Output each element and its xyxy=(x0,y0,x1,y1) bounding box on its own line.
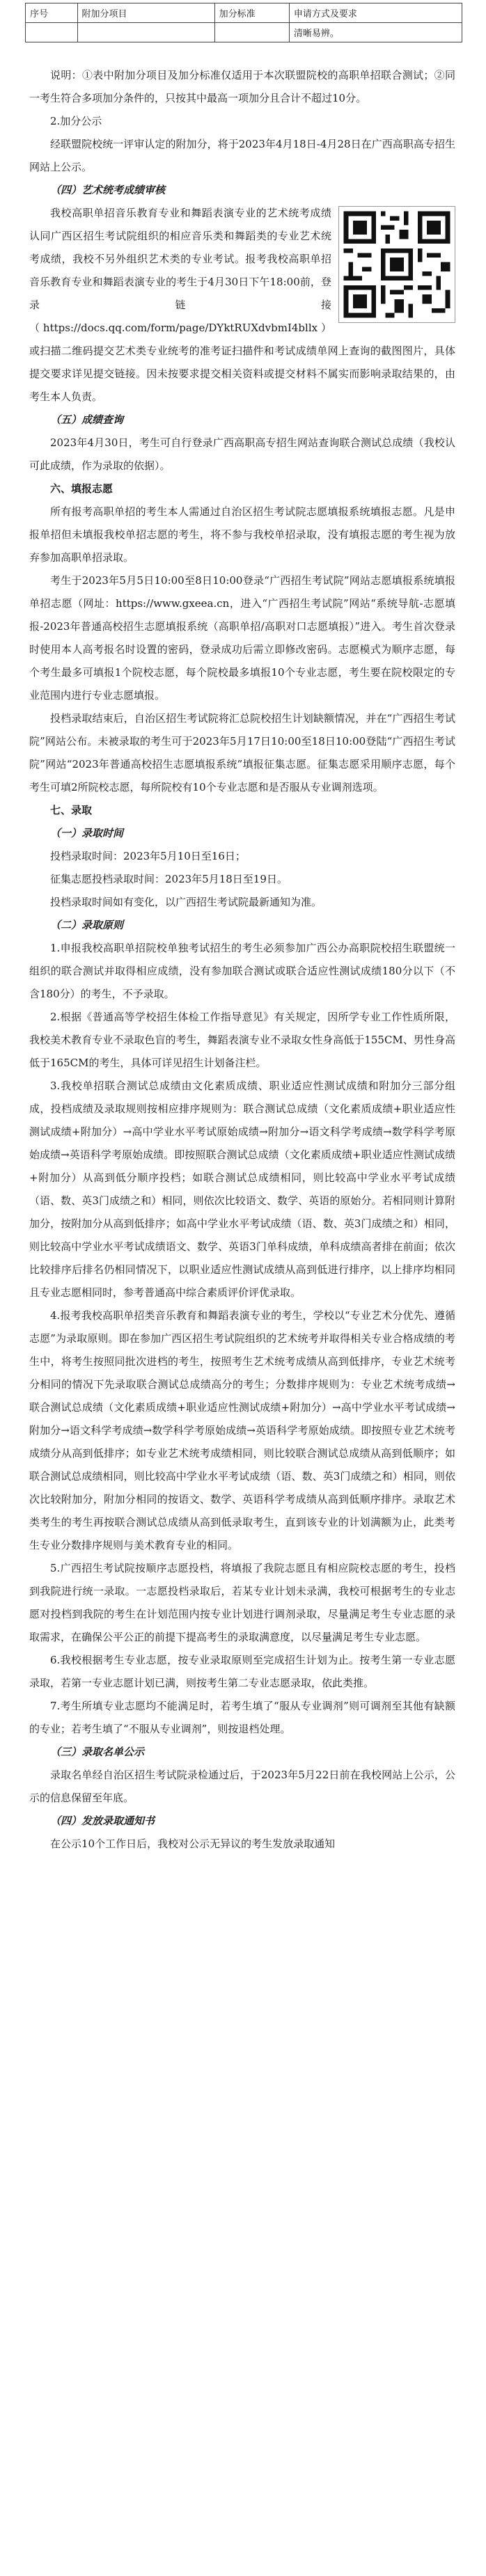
table-header-cell: 序号 xyxy=(26,3,78,23)
bonus-points-table xyxy=(25,3,462,42)
section-heading: （五）成绩查询 xyxy=(50,413,124,426)
section-heading: （四）艺术统考成绩审核 xyxy=(50,184,166,196)
art-exam-block xyxy=(29,202,455,409)
paragraph: 投档录取结束后，自治区招生考试院将汇总院校招生计划缺额情况，并在“广西招生考试院”网站公布。未被录取的考生可于2023年5月17日10:00至18日10:00登陆“广西招生考试院”网站“2023年普通高校招生志愿填报系统”填报征集志愿。征集志愿采用顺序志愿，每个考生可填2所院校志愿，每所院校有10个专业志愿和是否服从专业调剂选项。 xyxy=(29,712,455,793)
paragraph: 1.申报我校高职单招院校单独考试招生的考生必须参加广西公办高职院校招生联盟统一组织的联合测试并取得相应成绩，没有参加联合测试或联合适应性测试成绩180分以下（不含180分）的考生，不予录取。 xyxy=(29,942,455,1000)
subsection-heading: （二）录取原则 xyxy=(50,919,124,931)
table-header-cell: 加分标准 xyxy=(214,3,289,23)
table-header-cell: 申请方式及要求 xyxy=(289,3,462,23)
paragraph: 所有报考高职单招的考生本人需通过自治区招生考试院志愿填报系统填报志愿。凡是申报单招但未填报我校单招志愿的考生，将不参与我校单招录取，没有填报志愿的考生视为放弃参加高职单招录取。 xyxy=(29,505,455,564)
subsection-heading: （三）录取名单公示 xyxy=(50,1746,145,1758)
table-row xyxy=(26,23,462,42)
paragraph: 6.我校根据考生专业志愿，按专业录取原则至完成招生计划为止。按考生第一专业志愿录取，若第一专业志愿计划已满，则按考生第二专业志愿录取，依此类推。 xyxy=(29,1654,455,1689)
table-cell xyxy=(214,23,289,42)
section-heading: 六、填报志愿 xyxy=(50,482,113,495)
paragraph: 征集志愿投档录取时间：2023年5月18日至19日。 xyxy=(50,873,288,885)
subsection-heading: （一）录取时间 xyxy=(50,827,124,839)
paragraph: 4.报考我校高职单招类音乐教育和舞蹈表演专业的考生，学校以“专业艺术分优先、遵循志愿”为录取原则。即在参加广西区招生考试院组织的艺术统考并取得相关专业合格成绩的考生中，将考生按照同批次进档的考生，按照考生艺术统考成绩从高到低排序，专业艺术统考分相同的情况下先录取联合测试总成绩高分的考生；分数排序规则为：专业艺术统考成绩→联合测试总成绩（文化素质成绩+职业适应性测试成绩+附加分）→高中学业水平考试成绩→附加分→语文科学考成绩→数学科学考原始成绩→英语科学考原始成绩。即按照专业艺术统考成绩分从高到低排序；如专业艺术统考成绩相同，则比较联合测试总成绩从高到低顺序；如联合测试总成绩相同，则比较高中学业水平考试成绩（语、数、英3门成绩之和）相同，则依次比较附加分，附加分相同的按语文、数学、英语科学考成绩从高到低顺序排序。录取艺术类考生的考生再按联合测试总成绩从高到低录取考生，直到该专业的计划满额为止，此类考生专业分数排序规则与美术教育专业的相同。 xyxy=(29,1309,455,1551)
qr-code-icon[interactable] xyxy=(338,206,455,323)
paragraph: 2.根据《普通高等学校招生体检工作指导意见》有关规定，因所学专业工作性质所限，我校美术教育专业不录取色盲的考生，舞蹈表演专业不录取女性身高低于155CM、男性身高低于165CM的考生，具体可详见招生计划备注栏。 xyxy=(29,1011,455,1069)
section-heading: 2.加分公示 xyxy=(50,115,102,127)
table-header-row xyxy=(26,3,462,23)
table-note: 说明：①表中附加分项目及加分标准仅适用于本次联盟院校的高职单招联合测试；②同一考生符合多项加分条件的，只按其中最高一项加分且合计不超过10分。 xyxy=(29,69,455,104)
document-body xyxy=(29,64,455,1856)
subsection-heading: （四）发放录取通知书 xyxy=(50,1815,155,1827)
paragraph: 考生于2023年5月5日10:00至8日10:00登录“广西招生考试院”网站志愿填报系统填报单招志愿（网址：https://www.gxeea.cn，进入“广西招生考试院”网站“系统导航-志愿填报-2023年普通高校招生志愿填报系统（高职单招/高职对口志愿填报）”进入。考生首次登录时使用本人高考报名时设置的密码，登录成功后需立即修改密码。志愿模式为顺序志愿，每个考生最多可填报1个院校志愿，每个院校最多填报10个专业志愿，考生要在院校限定的专业范围内进行专业志愿填报。 xyxy=(29,574,455,702)
paragraph: 经联盟院校统一评审认定的附加分，将于2023年4月18日-4月28日在广西高职高专招生网站上公示。 xyxy=(29,138,455,173)
section-heading: 七、录取 xyxy=(50,804,93,816)
table-header-cell: 附加分项目 xyxy=(77,3,214,23)
table-cell xyxy=(77,23,214,42)
paragraph: 投档录取时间：2023年5月10日至16日； xyxy=(50,850,246,862)
paragraph: 我校高职单招音乐教育专业和舞蹈表演专业的艺术统考成绩认同广西区招生考试院组织的相应音乐类和舞蹈类的专业艺术统考成绩，我校不另外组织艺术类的专业考试。报考我校高职单招音乐教育专业和舞蹈表演专业的考生于4月30日下午18:00前，登录链接（https://docs.qq.com/form/page/DYktRUXdvbmI4bllx）或扫描二维码提交艺术类专业统考的准考证扫描件和考试成绩单网上查询的截图图片，具体提交要求详见提交链接。因未按要求提交相关资料或提交材料不属实而影响录取结果的，由考生本人负责。 xyxy=(29,207,455,403)
paragraph: 2023年4月30日，考生可自行登录广西高职高专招生网站查询联合测试总成绩（我校认可此成绩，作为录取的依据）。 xyxy=(29,436,455,472)
table-cell xyxy=(26,23,78,42)
paragraph: 7.考生所填专业志愿均不能满足时，若考生填了“服从专业调剂”则可调剂至其他有缺额的专业；若考生填了“不服从专业调剂”，则按退档处理。 xyxy=(29,1700,455,1735)
paragraph: 3.我校单招联合测试总成绩由文化素质成绩、职业适应性测试成绩和附加分三部分组成，投档成绩及录取规则按相应排序规则为：联合测试总成绩（文化素质成绩+职业适应性测试成绩+附加分）→高中学业水平考试原始成绩→附加分→语文科学考成绩→数学科学考原始成绩→英语科学考原始成绩。即按照联合测试总成绩（文化素质成绩+职业适应性测试成绩+附加分）从高到低分顺序投档；如联合测试总成绩相同，则比较高中学业水平考试成绩（语、数、英3门成绩之和）相同，则依次比较语文、数学、英语的原始分。若相同则计算附加分，按附加分从高到低排序；如高中学业水平考试成绩（语、数、英3门成绩之和）相同，则比较高中学业水平考试成绩语文、数学、英语3门单科成绩，单科成绩高者排在前面；依次比较排序后排名仍相同情况下，以职业适应性测试成绩从高到低进行排序，以上排序均相同且专业志愿相同时，参考普通高中综合素质评价评优录取。 xyxy=(29,1080,455,1299)
paragraph: 5.广西招生考试院按顺序志愿投档，将填报了我院志愿且有相应院校志愿的考生，投档到我院进行统一录取。一志愿投档录取后，若某专业计划未录满，我校可根据考生的专业志愿对投档到我院的考生在计划范围内按专业计划进行调剂录取，尽量满足考生专业志愿的录取需求，在确保公平公正的前提下提高考生的录取满意度，以尽量满足考生专业志愿。 xyxy=(29,1562,455,1643)
paragraph: 在公示10个工作日后，我校对公示无异议的考生发放录取通知 xyxy=(50,1838,336,1850)
table-cell: 清晰易辨。 xyxy=(289,23,462,42)
paragraph: 录取名单经自治区招生考试院录检通过后，于2023年5月22日前在我校网站上公示，公示的信息保留至年底。 xyxy=(29,1769,455,1804)
paragraph: 投档录取时间如有变化，以广西招生考试院最新通知为准。 xyxy=(50,896,322,908)
